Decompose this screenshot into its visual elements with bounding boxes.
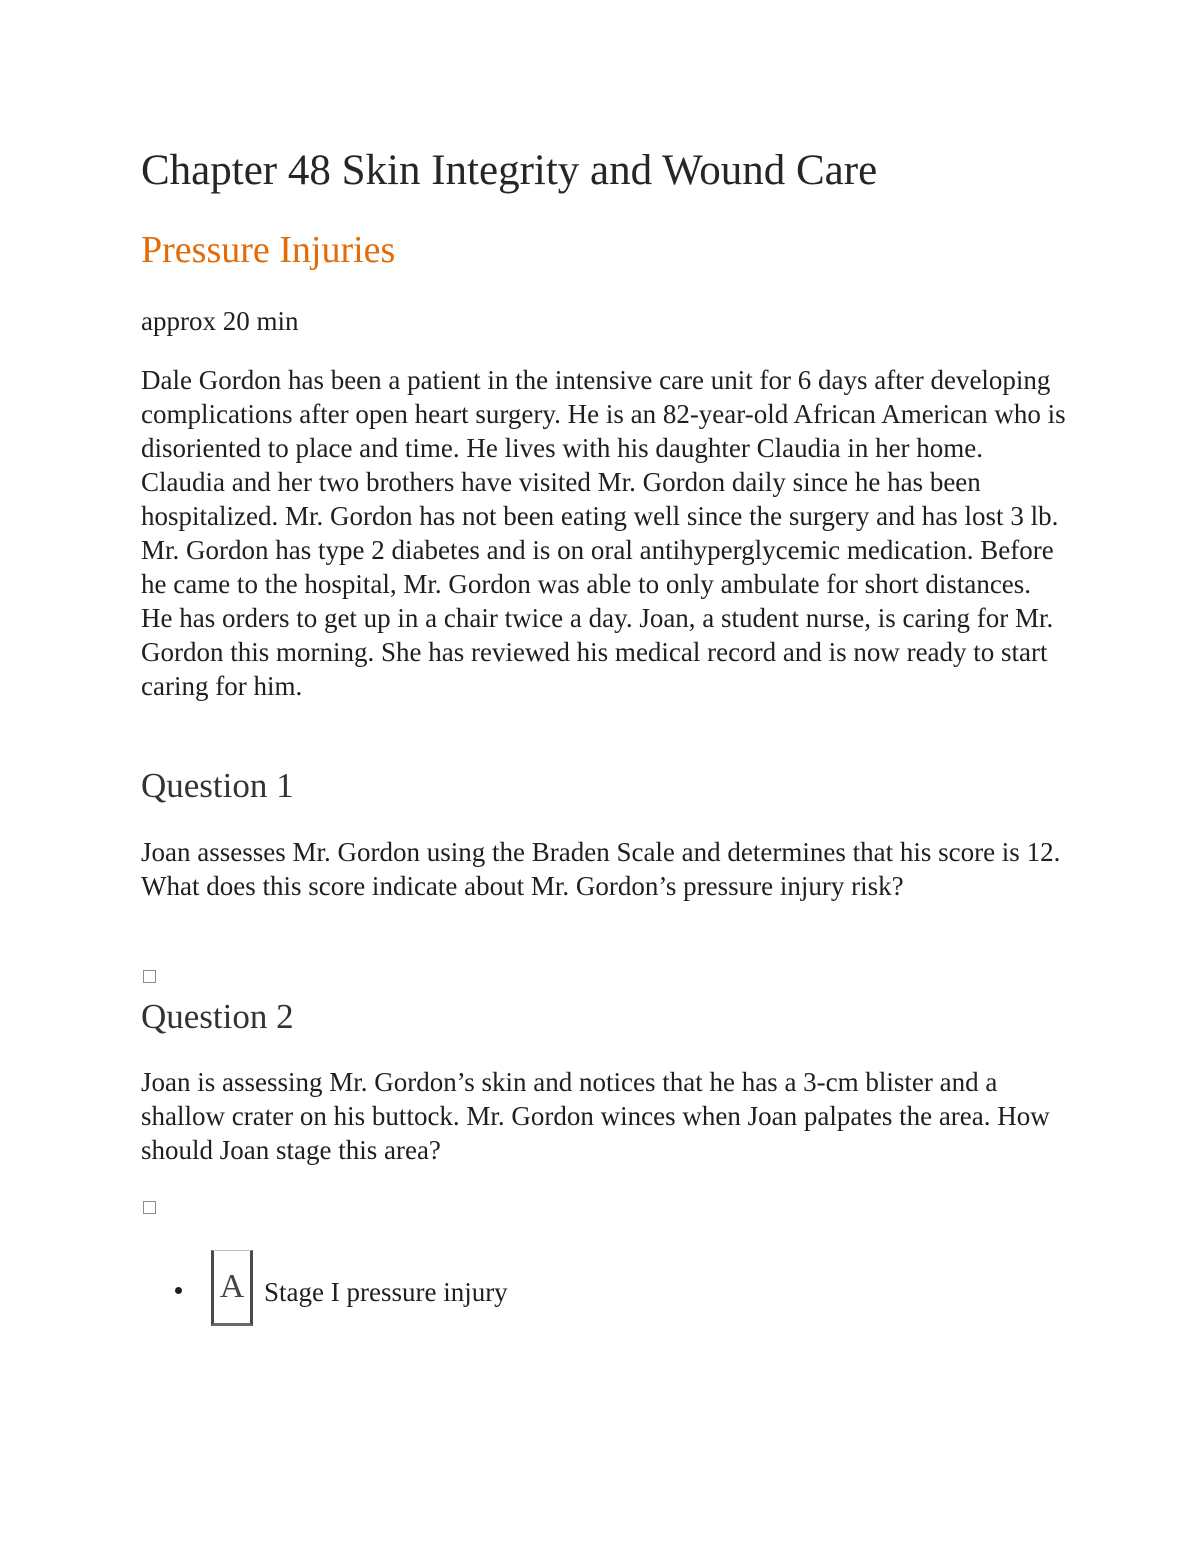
page-title: Chapter 48 Skin Integrity and Wound Care bbox=[141, 147, 878, 194]
option-label: Stage I pressure injury bbox=[264, 1277, 508, 1307]
answer-option-a[interactable] bbox=[171, 1250, 671, 1326]
duration-text: approx 20 min bbox=[141, 306, 299, 336]
question-1-heading: Question 1 bbox=[141, 766, 294, 805]
question-2-text: Joan is assessing Mr. Gordon’s skin and notices that he has a 3-cm blister and a shallow crater on his buttock. Mr. Gordon winces when Joan palpates the area. How should Joan stage this area? bbox=[141, 1067, 1050, 1165]
option-letter-box[interactable]: A bbox=[211, 1250, 253, 1326]
question-2-checkbox[interactable] bbox=[143, 1201, 156, 1214]
question-1-text: Joan assesses Mr. Gordon using the Braden Scale and determines that his score is 12. What does this score indicate about Mr. Gordon’s pressure injury risk? bbox=[141, 837, 1061, 901]
section-subtitle: Pressure Injuries bbox=[141, 229, 396, 271]
question-1-checkbox[interactable] bbox=[143, 970, 156, 983]
case-study-paragraph: Dale Gordon has been a patient in the intensive care unit for 6 days after developing complications after open heart surgery. He is an 82-year-old African American who is disoriented to place and time. He lives with his daughter Claudia in her home. Claudia and her two brothers have visited Mr. Gordon daily since he has been hospitalized. Mr. Gordon has not been eating well since the surgery and has lost 3 lb. Mr. Gordon has type 2 diabetes and is on oral antihyperglycemic medication. Before he came to the hospital, Mr. Gordon was able to only ambulate for short distances. He has orders to get up in a chair twice a day. Joan, a student nurse, is caring for Mr. Gordon this morning. She has reviewed his medical record and is now ready to start caring for him. bbox=[141, 365, 1066, 701]
question-2-heading: Question 2 bbox=[141, 997, 294, 1036]
bullet-icon bbox=[175, 1287, 182, 1294]
